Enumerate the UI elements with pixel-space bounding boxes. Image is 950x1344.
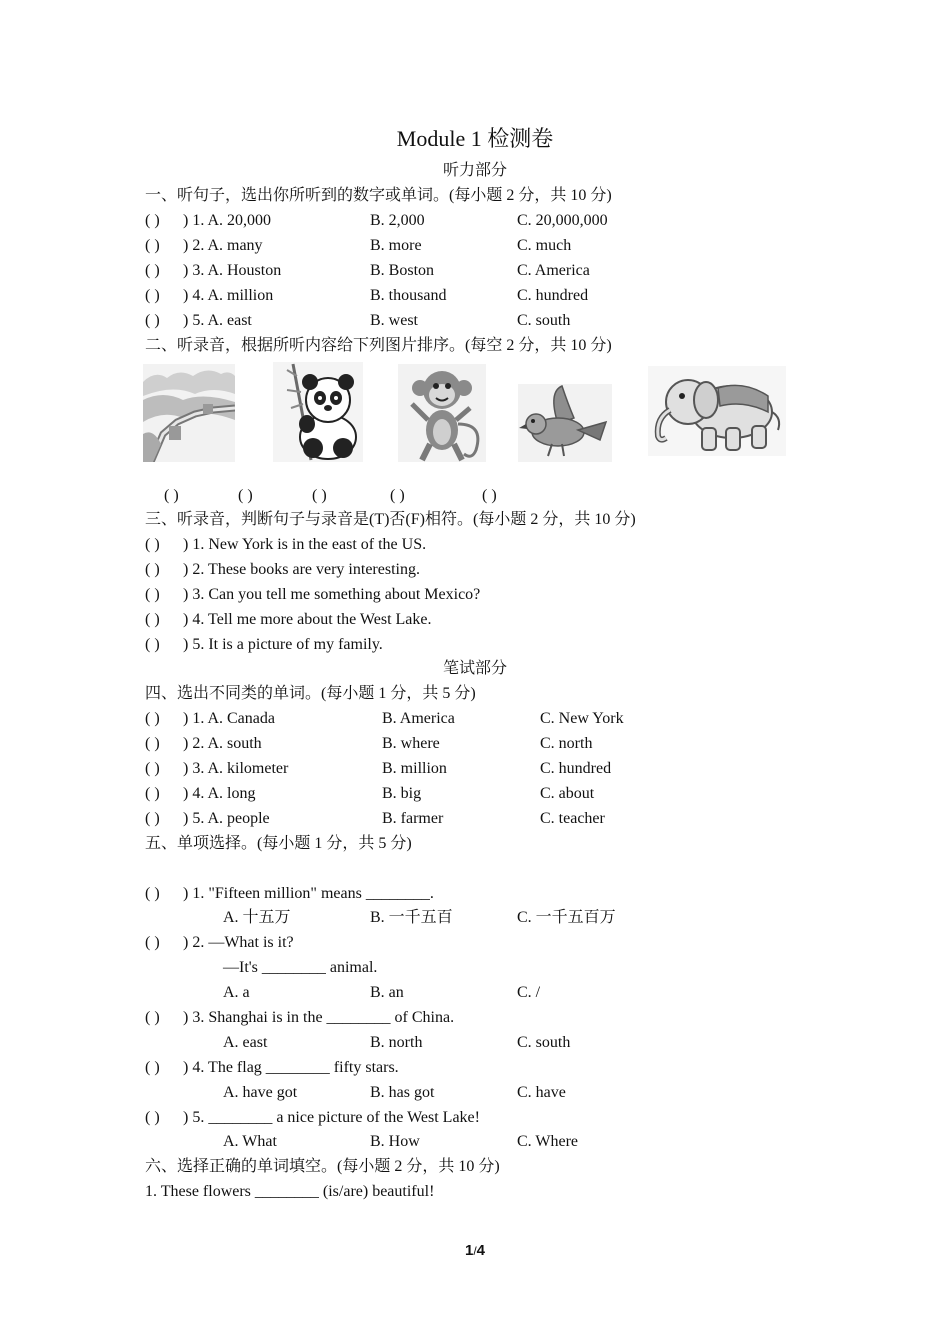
answer-paren[interactable]: ( )	[145, 710, 160, 727]
page-title: Module 1 检测卷	[396, 126, 554, 151]
answer-paren[interactable]: ( )	[145, 785, 160, 802]
great-wall-picture	[143, 364, 235, 462]
panda-picture	[273, 362, 363, 462]
answer-paren[interactable]: ( )	[145, 287, 160, 304]
picture-order-blank-4[interactable]: ( )	[390, 487, 405, 504]
answer-paren[interactable]: ( )	[145, 885, 160, 902]
answer-paren[interactable]: ( )	[145, 735, 160, 752]
monkey-picture	[398, 364, 486, 462]
answer-paren[interactable]: ( )	[145, 636, 160, 653]
picture-order-blank-5[interactable]: ( )	[482, 487, 497, 504]
elephant-picture	[648, 366, 786, 456]
answer-paren[interactable]: ( )	[145, 1109, 160, 1126]
answer-paren[interactable]: ( )	[145, 262, 160, 279]
listening-heading: 听力部分	[442, 162, 507, 179]
section6-heading: 六、选择正确的单词填空。(每小题 2 分，共 10 分)	[145, 1158, 500, 1175]
answer-paren[interactable]: ( )	[145, 212, 160, 229]
bird-picture	[518, 384, 612, 462]
section3-heading: 三、听录音，判断句子与录音是(T)否(F)相符。(每小题 2 分，共 10 分)	[145, 511, 636, 528]
picture-order-blank-3[interactable]: ( )	[312, 487, 327, 504]
section2-heading: 二、听录音，根据所听内容给下列图片排序。(每空 2 分，共 10 分)	[145, 337, 612, 354]
page-number: 1/4	[464, 1242, 486, 1259]
answer-paren[interactable]: ( )	[145, 934, 160, 951]
answer-paren[interactable]: ( )	[145, 1009, 160, 1026]
fill-blank-item: 1. These flowers ________ (is/are) beautiful!	[145, 1183, 435, 1200]
answer-paren[interactable]: ( )	[145, 561, 160, 578]
writing-heading: 笔试部分	[442, 660, 507, 677]
section4-heading: 四、选出不同类的单词。(每小题 1 分，共 5 分)	[145, 685, 476, 702]
picture-order-blank-2[interactable]: ( )	[238, 487, 253, 504]
section1-heading: 一、听句子，选出你所听到的数字或单词。(每小题 2 分，共 10 分)	[145, 187, 612, 204]
picture-order-blank-1[interactable]: ( )	[164, 487, 179, 504]
answer-paren[interactable]: ( )	[145, 237, 160, 254]
answer-paren[interactable]: ( )	[145, 760, 160, 777]
answer-paren[interactable]: ( )	[145, 810, 160, 827]
answer-paren[interactable]: ( )	[145, 536, 160, 553]
section5-heading: 五、单项选择。(每小题 1 分，共 5 分)	[145, 835, 412, 852]
answer-paren[interactable]: ( )	[145, 312, 160, 329]
answer-paren[interactable]: ( )	[145, 1059, 160, 1076]
answer-paren[interactable]: ( )	[145, 611, 160, 628]
answer-paren[interactable]: ( )	[145, 586, 160, 603]
